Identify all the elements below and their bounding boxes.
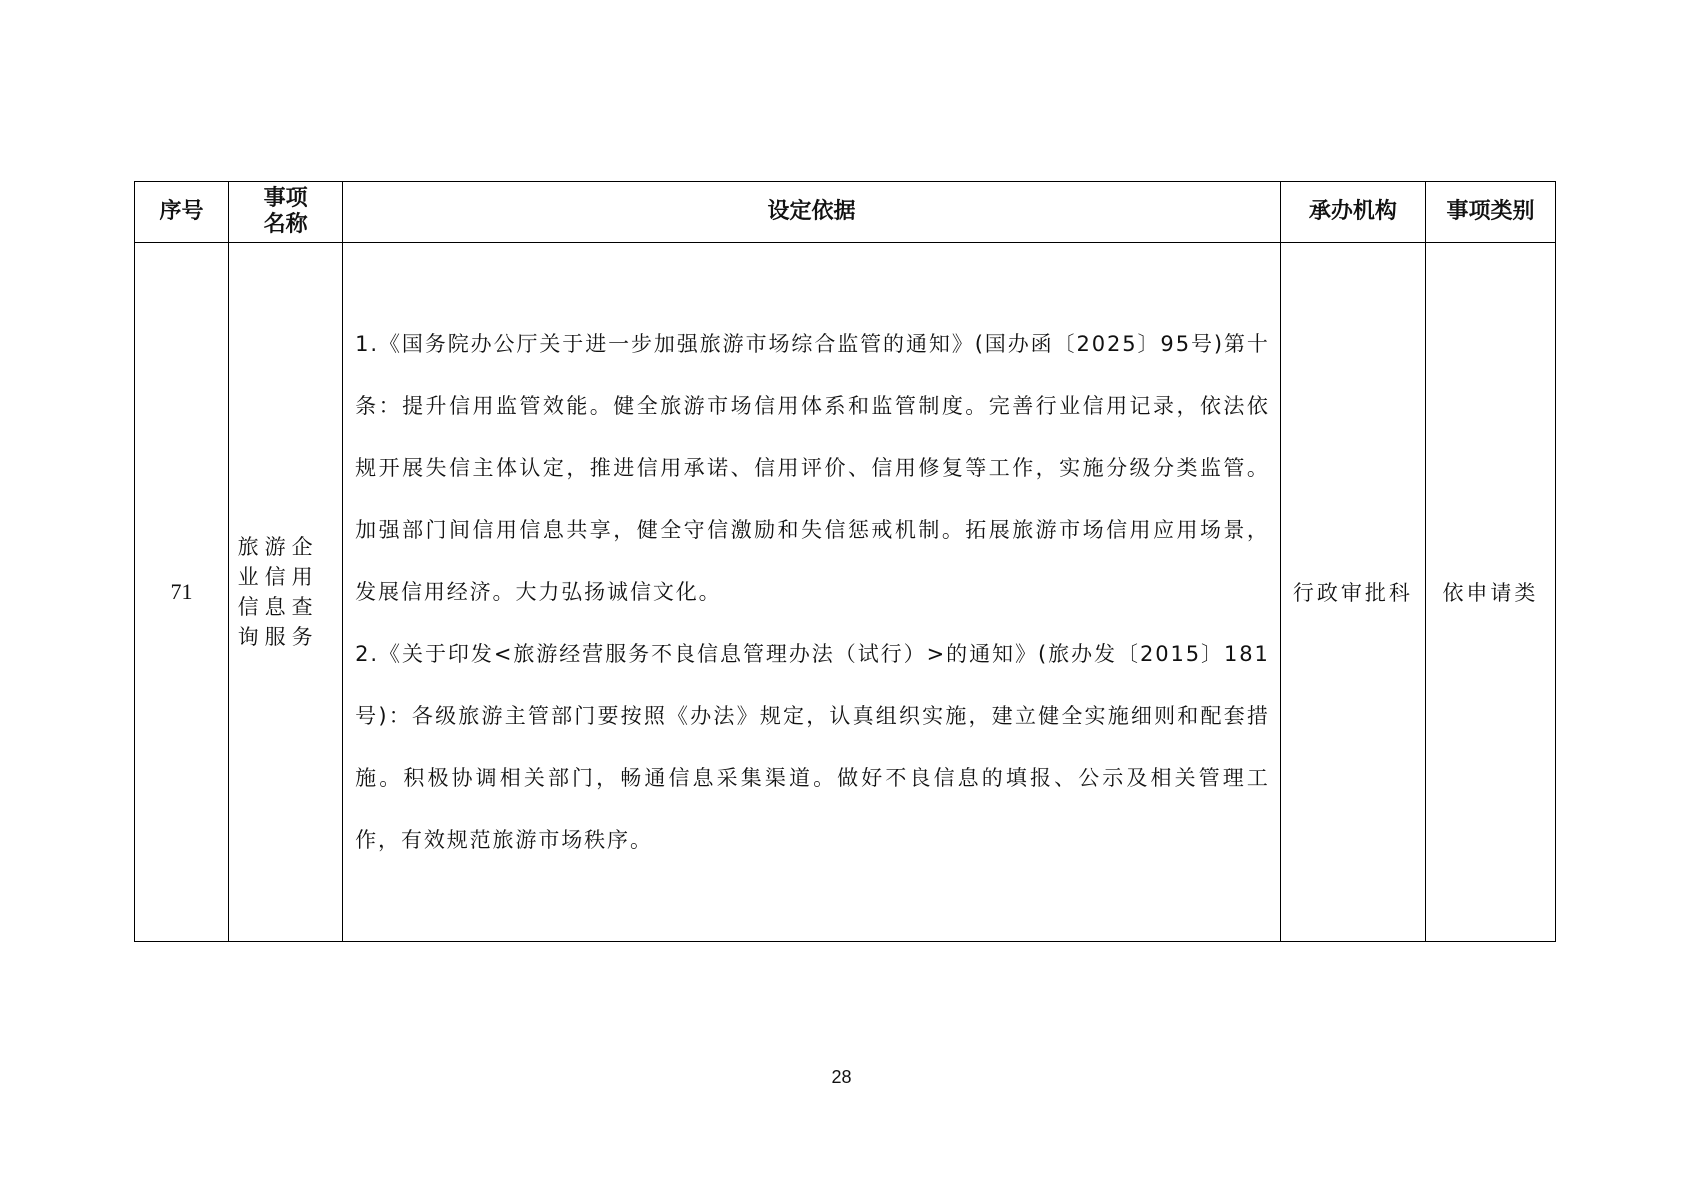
header-org: 承办机构 bbox=[1280, 182, 1425, 243]
row-org: 行政审批科 bbox=[1280, 243, 1425, 942]
header-category: 事项类别 bbox=[1425, 182, 1555, 243]
service-items-table bbox=[134, 181, 1556, 942]
basis-paragraph-2: 2.《关于印发<旅游经营服务不良信息管理办法（试行）>的通知》(旅办发〔2015〕181号)：各级旅游主管部门要按照《办法》规定，认真组织实施，建立健全实施细则和配套措施。积极协调相关部门，畅通信息采集渠道。做好不良信息的填报、公示及相关管理工作，有效规范旅游市场秩序。 bbox=[355, 642, 1270, 852]
basis-paragraph-1: 1.《国务院办公厅关于进一步加强旅游市场综合监管的通知》(国办函〔2025〕95号)第十条：提升信用监管效能。健全旅游市场信用体系和监管制度。完善行业信用记录，依法依规开展失信主体认定，推进信用承诺、信用评价、信用修复等工作，实施分级分类监管。加强部门间信用信息共享，健全守信激励和失信惩戒机制。拓展旅游市场信用应用场景，发展信用经济。大力弘扬诚信文化。 bbox=[355, 332, 1270, 604]
header-name bbox=[229, 182, 343, 243]
table-row bbox=[135, 243, 1556, 942]
page-number: 28 bbox=[831, 1067, 852, 1087]
table-header-row bbox=[135, 182, 1556, 243]
row-category: 依申请类 bbox=[1425, 243, 1555, 942]
row-basis-cell bbox=[343, 243, 1281, 942]
header-name-line2: 名称 bbox=[263, 212, 308, 237]
header-seq: 序号 bbox=[135, 182, 229, 243]
header-basis: 设定依据 bbox=[343, 182, 1281, 243]
row-name-cell bbox=[229, 243, 343, 942]
header-name-line1: 事项 bbox=[263, 186, 308, 211]
row-seq: 71 bbox=[135, 243, 229, 942]
row-name: 旅游企业信用信息查询服务 bbox=[237, 535, 319, 649]
